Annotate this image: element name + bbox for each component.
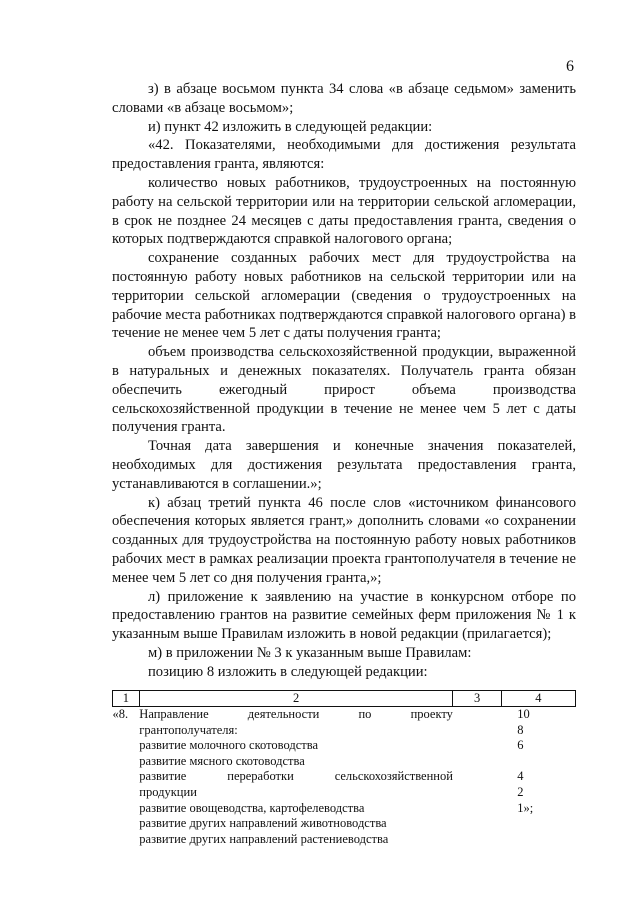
direction-title-cont: грантополучателя: — [139, 722, 238, 737]
direction-title: Направление деятельности по проекту — [139, 707, 453, 721]
value: 6 — [517, 738, 524, 753]
document-body — [112, 80, 576, 682]
list-item: развитие других направлений животноводства — [139, 816, 387, 831]
paragraph-new-workers: количество новых работников, трудоустроенных на постоянную работу на сельской территории или на территории сельской агломерации, в срок не позднее 24 месяцев с даты предоставления гранта, сведения о которых подтверждаются справкой налогового органа; — [112, 174, 576, 248]
empty-cell — [453, 707, 501, 848]
paragraph-42-intro: «42. Показателями, необходимыми для достижения результата предоставления гранта, являются: — [112, 137, 576, 173]
paragraph-production-volume: объем производства сельскохозяйственной продукции, выраженной в натуральных и денежных показателях. Получатель гранта обязан обеспечить ежегодный прирост объема производства сельскохозяйственной продукции в течение не менее чем 5 лет с даты получения гранта. — [112, 344, 576, 436]
header-col-1: 1 — [113, 691, 140, 707]
table-row — [113, 707, 576, 848]
values-cell — [501, 707, 575, 848]
paragraph-retain-jobs: сохранение созданных рабочих мест для трудоустройства на постоянную работу новых работников на сельской территории или на территории сельской агломерации (сведения о трудоустроенных на рабочие места работниках подтверждаются справкой налогового органа) в течение не менее чем 5 лет с даты получения гранта; — [112, 250, 576, 342]
header-col-3: 3 — [453, 691, 501, 707]
value: 10 — [517, 707, 530, 721]
value: 4 — [517, 769, 524, 784]
list-item: продукции — [139, 784, 197, 799]
paragraph-l: л) приложение к заявлению на участие в конкурсном отборе по предоставлению грантов на развитие семейных ферм приложения № 1 к указанным выше Правилам изложить в новой редакции (прилагается); — [112, 588, 576, 643]
list-item: развитие мясного скотоводства — [139, 753, 305, 768]
value: 8 — [517, 722, 524, 737]
header-col-2: 2 — [139, 691, 453, 707]
value: 2 — [517, 784, 524, 799]
paragraph-exact-date: Точная дата завершения и конечные значения показателей, необходимых для достижения результата предоставления гранта, устанавливаются в соглашении.»; — [112, 438, 576, 492]
paragraph-i: и) пункт 42 изложить в следующей редакции: — [148, 118, 433, 135]
paragraph-position-8: позицию 8 изложить в следующей редакции: — [148, 663, 428, 680]
table-header-row — [113, 691, 576, 707]
list-item: развитие других направлений растениеводства — [139, 831, 389, 846]
list-item: развитие овощеводства, картофелеводства — [139, 800, 365, 815]
value: 1»; — [517, 800, 534, 815]
value — [501, 754, 575, 770]
paragraph-k: к) абзац третий пункта 46 после слов «источником финансового обеспечения которых является грант,» дополнить словами «о сохранении созданных для трудоустройства на постоянную работу новых работников рабочих мест в рамках реализации проекта грантополучателя в течение не менее чем 5 лет со дня получения гранта,»; — [112, 494, 576, 586]
header-col-4: 4 — [501, 691, 575, 707]
page-number: 6 — [566, 58, 574, 75]
row-number: «8. — [112, 707, 129, 721]
directions-cell — [139, 707, 453, 848]
position-8-table — [112, 690, 576, 847]
paragraph-m: м) в приложении № 3 к указанным выше Правилам: — [148, 644, 472, 661]
paragraph-z: з) в абзаце восьмом пункта 34 слова «в абзаце седьмом» заменить словами «в абзаце восьмом»; — [112, 81, 576, 116]
list-item: развитие молочного скотоводства — [139, 738, 319, 753]
list-item: развитие переработки сельскохозяйственной — [139, 769, 453, 784]
